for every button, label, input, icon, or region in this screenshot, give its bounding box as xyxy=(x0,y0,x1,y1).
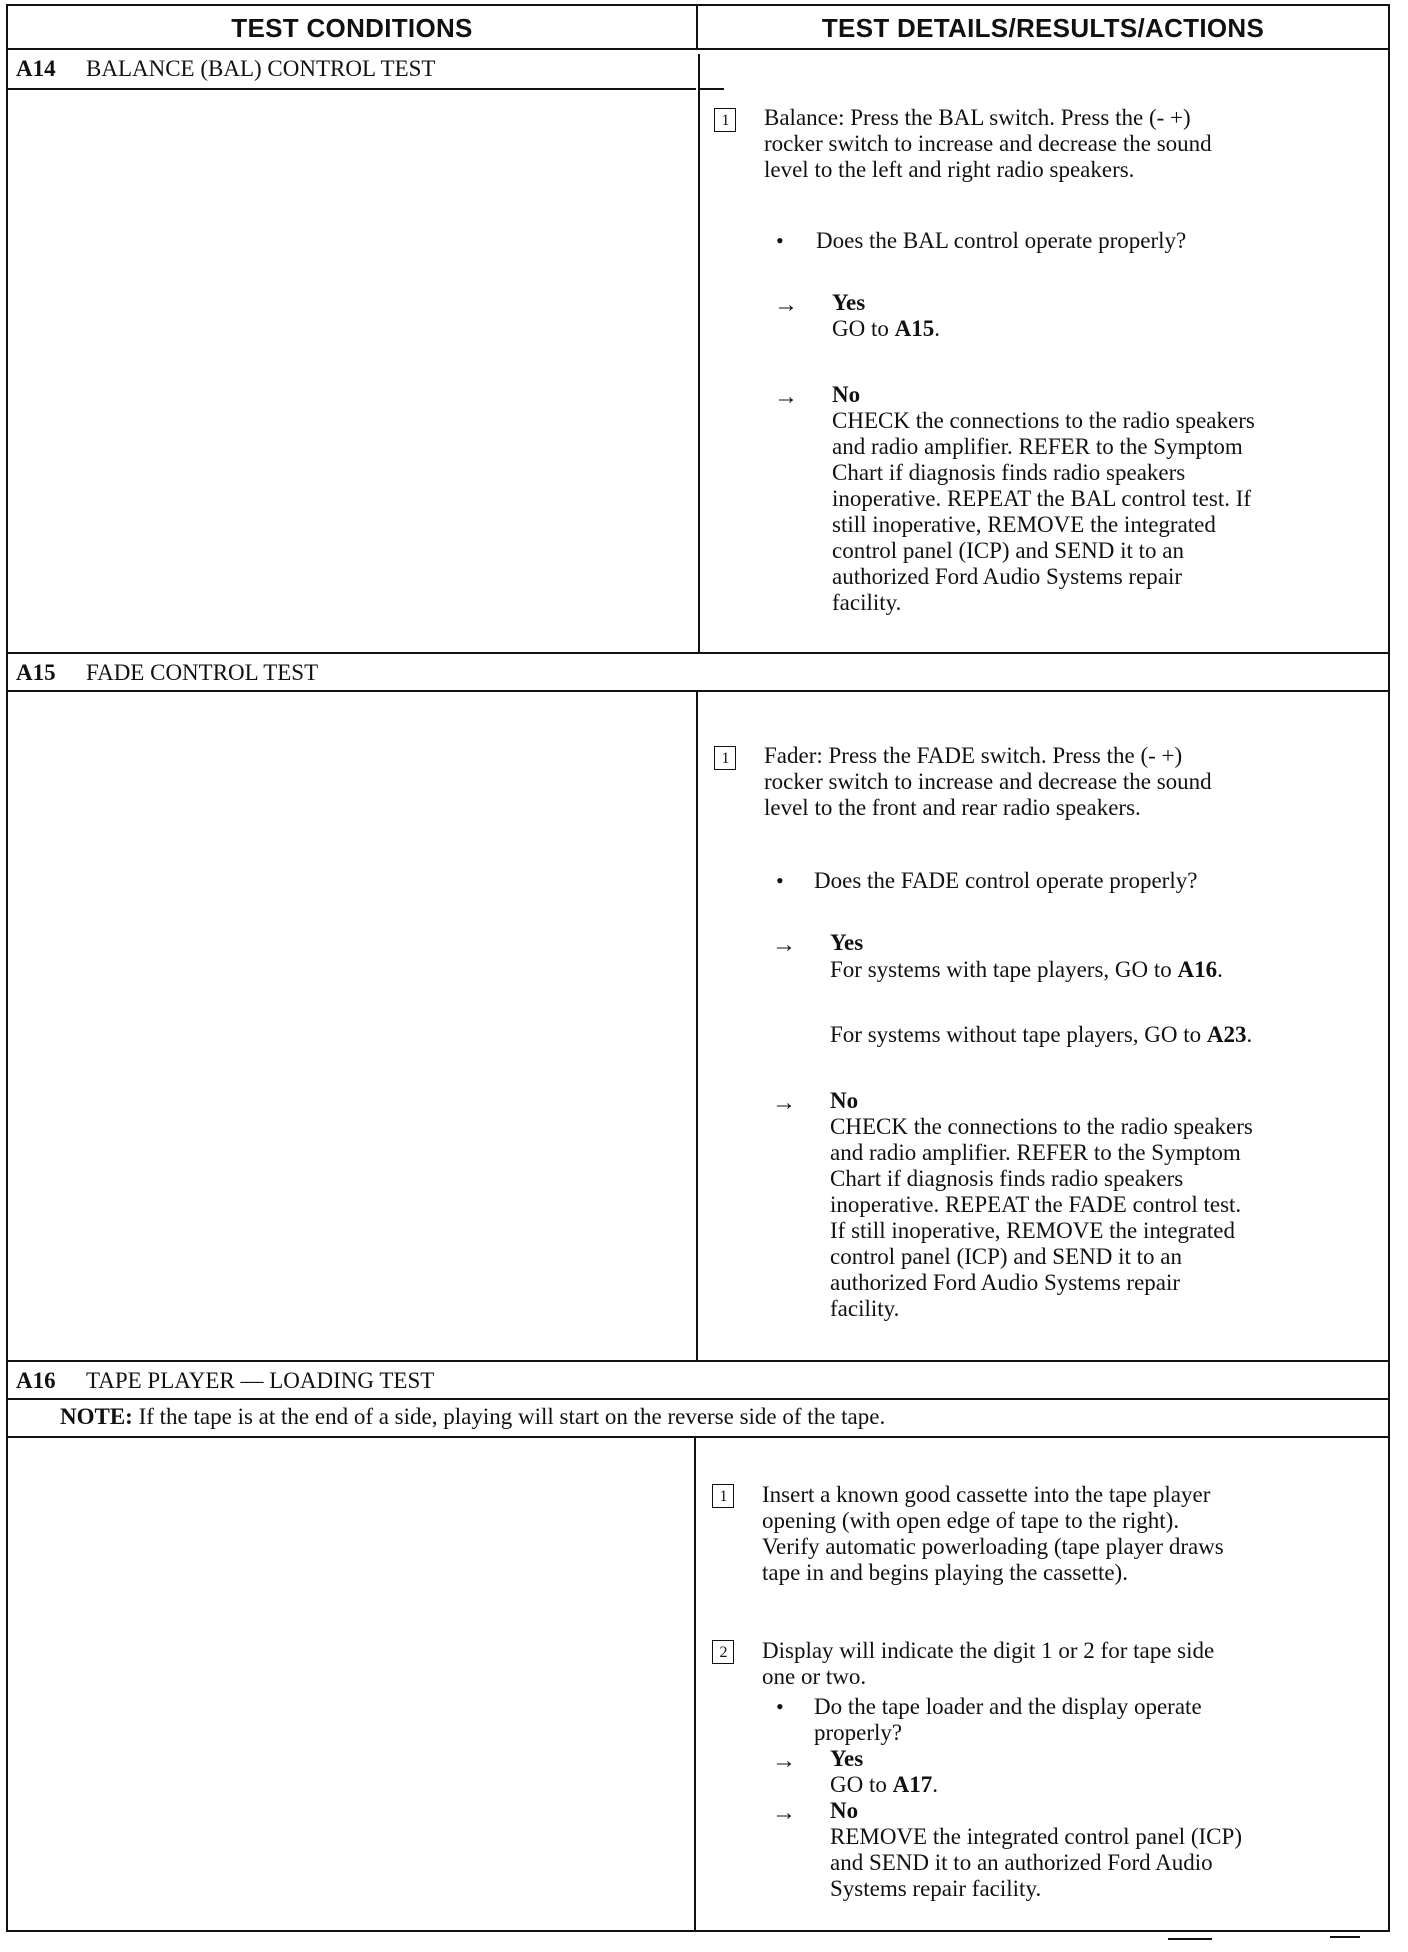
step-number-box: 2 xyxy=(712,1640,734,1664)
a16-yes-action: GO to A17. xyxy=(830,1772,938,1797)
arrow-icon: → xyxy=(772,1748,796,1774)
a16-note: NOTE: If the tape is at the end of a side, playing will start on the reverse side of the tape. xyxy=(60,1404,886,1429)
bullet-icon: • xyxy=(776,1694,784,1719)
a14-question: Does the BAL control operate properly? xyxy=(816,228,1187,253)
section-a14-underline-left xyxy=(8,88,696,90)
a14-step-text: Balance: Press the BAL switch. Press the (- +) rocker switch to increase and decrease the sound level to the left and right radio speakers. xyxy=(764,105,1212,182)
arrow-icon: → xyxy=(772,1090,796,1116)
step-number-box: 1 xyxy=(712,1484,734,1508)
arrow-icon: → xyxy=(772,1800,796,1826)
a14-yes-label: Yes xyxy=(832,290,866,315)
arrow-icon: → xyxy=(772,932,796,958)
step-number-box: 1 xyxy=(714,108,736,132)
arrow-icon: → xyxy=(774,292,798,318)
header-test-conditions: TEST CONDITIONS xyxy=(231,13,473,43)
scan-mark xyxy=(1168,1938,1212,1940)
section-title-a15: A15 FADE CONTROL TEST xyxy=(16,660,319,685)
a16-no-label: No xyxy=(830,1798,859,1823)
a15-no-label: No xyxy=(830,1088,859,1113)
a14-yes-action: GO to A15. xyxy=(832,316,940,341)
column-divider-header xyxy=(696,6,698,48)
scan-mark xyxy=(1330,1936,1360,1938)
a15-question: Does the FADE control operate properly? xyxy=(814,868,1198,893)
section-a14-underline-stub xyxy=(698,88,724,90)
column-divider-a14 xyxy=(698,54,700,652)
arrow-icon: → xyxy=(774,384,798,410)
a15-yes-action-no-tape: For systems without tape players, GO to A23. xyxy=(830,1022,1253,1047)
diagnostic-table xyxy=(6,4,1390,1932)
note-underline xyxy=(8,1436,1388,1438)
column-divider-a16 xyxy=(694,1436,696,1930)
a15-yes-label: Yes xyxy=(830,930,864,955)
section-title-a16: A16 TAPE PLAYER — LOADING TEST xyxy=(16,1368,435,1393)
a16-step2-text: Display will indicate the digit 1 or 2 for tape side one or two. xyxy=(762,1638,1215,1689)
a16-yes-label: Yes xyxy=(830,1746,864,1771)
a16-question: Do the tape loader and the display operate properly? xyxy=(814,1694,1202,1745)
a16-no-action: REMOVE the integrated control panel (ICP) and SEND it to an authorized Ford Audio Systems repair facility. xyxy=(830,1824,1242,1901)
step-number-box: 1 xyxy=(714,746,736,770)
bullet-icon: • xyxy=(776,228,784,253)
a14-no-label: No xyxy=(832,382,861,407)
a15-step-text: Fader: Press the FADE switch. Press the (- +) rocker switch to increase and decrease the sound level to the front and rear radio speakers. xyxy=(764,743,1212,820)
section-a15-underline xyxy=(8,690,1388,692)
column-divider-a15 xyxy=(696,690,698,1360)
a15-yes-action-tape: For systems with tape players, GO to A16. xyxy=(830,957,1223,982)
a15-no-action: CHECK the connections to the radio speakers and radio amplifier. REFER to the Symptom Chart if diagnosis finds radio speakers inoperative. REPEAT the FADE control test. If still inoperative, REMOVE the integrated control panel (ICP) and SEND it to an authorized Ford Audio Systems repair facility. xyxy=(830,1114,1253,1321)
a14-no-action: CHECK the connections to the radio speakers and radio amplifier. REFER to the Symptom Chart if diagnosis finds radio speakers inoperative. REPEAT the BAL control test. If still inoperative, REMOVE the integrated control panel (ICP) and SEND it to an authorized Ford Audio Systems repair facility. xyxy=(832,408,1255,615)
section-title-a14: A14 BALANCE (BAL) CONTROL TEST xyxy=(16,56,436,81)
a16-step1-text: Insert a known good cassette into the tape player opening (with open edge of tape to the right). Verify automatic powerloading (tape player draws tape in and begins playing the cassette). xyxy=(762,1482,1224,1585)
bullet-icon: • xyxy=(776,868,784,893)
header-test-details: TEST DETAILS/RESULTS/ACTIONS xyxy=(821,13,1265,43)
